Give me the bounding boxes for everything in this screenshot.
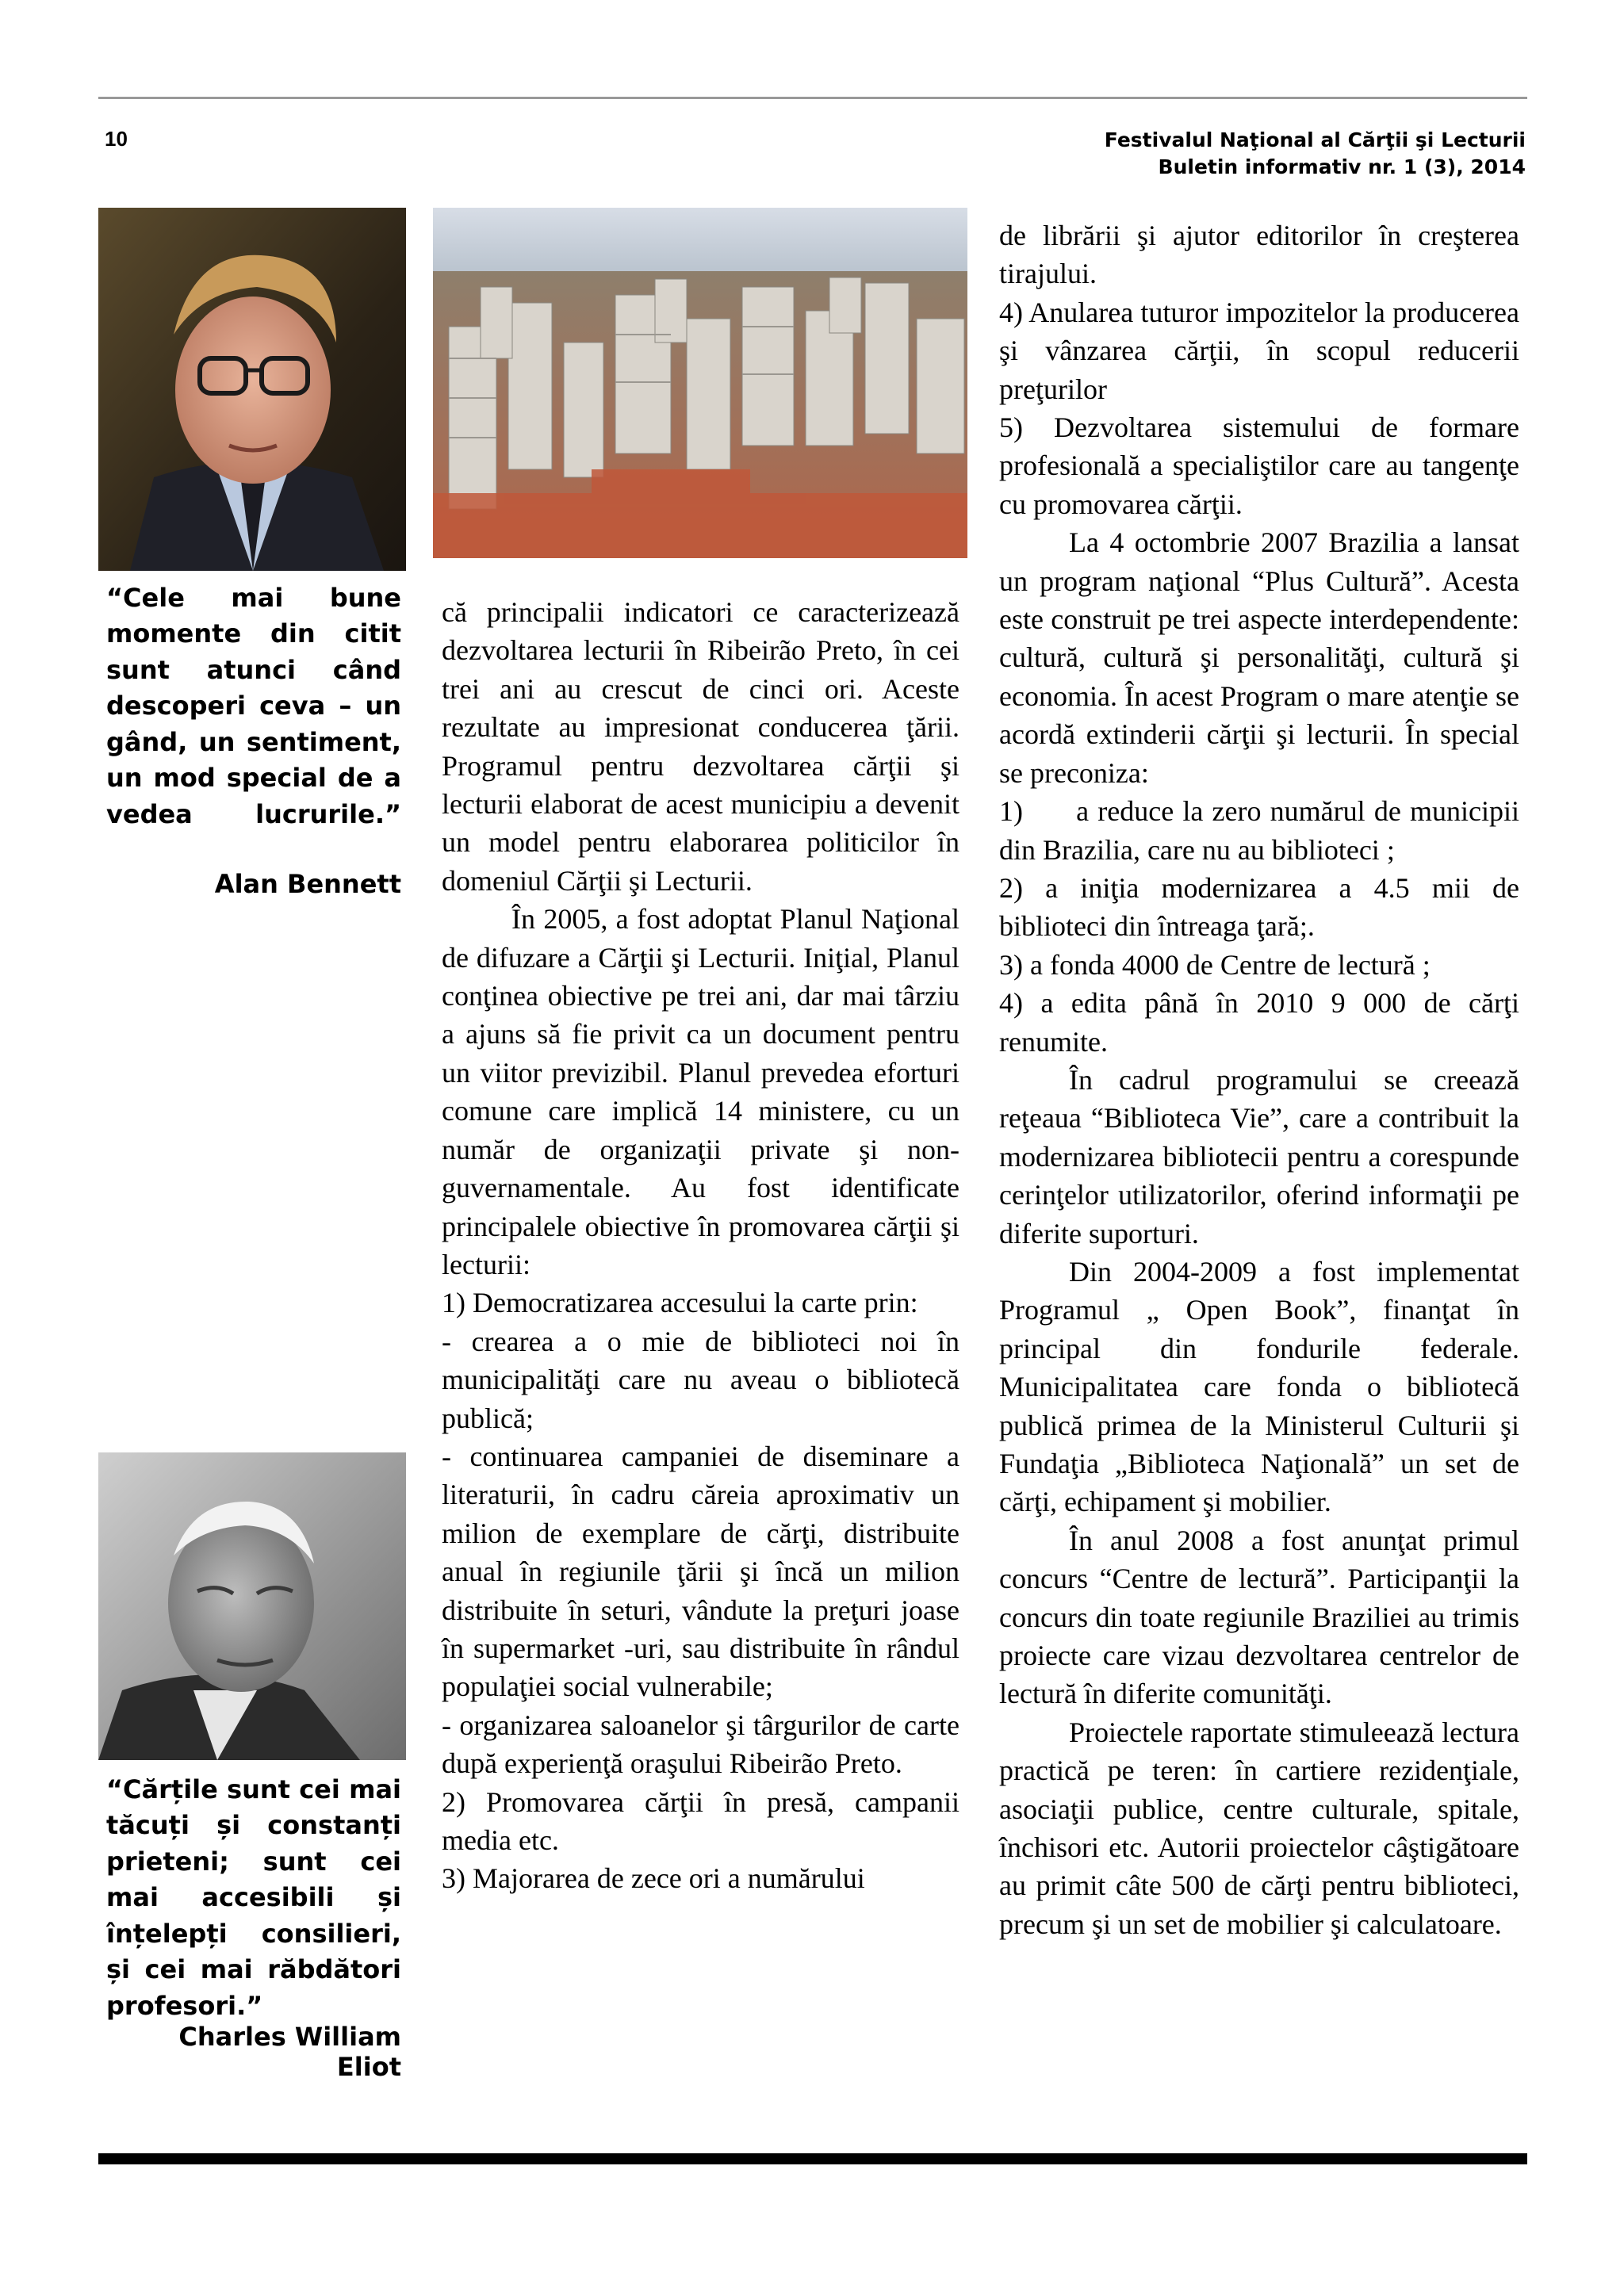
quote-author-alan-bennett: Alan Bennett — [214, 869, 401, 899]
paragraph: - crearea a o mie de biblioteci noi în municipalităţi care nu aveau o bibliotecă publică; — [442, 1325, 959, 1434]
quote-alan-bennett: “Cele mai bune momente din citit sunt atunci când descoperi ceva – un gând, un sentiment, un mod special de a vedea lucrurile.” — [106, 583, 401, 829]
quote-charles-william-eliot: “Cărțile sunt cei mai tăcuți și constanți prieteni; sunt cei mai accesibili și înțelepți consilieri, și cei mai răbdători profesori.” — [106, 1774, 401, 2021]
paragraph: 2) a iniţia modernizarea a 4.5 mii de biblioteci din întreaga ţară;. — [999, 871, 1519, 943]
paragraph: 4) Anularea tuturor impozitelor la producerea şi vânzarea cărţii, în scopul reducerii preţurilor — [999, 296, 1519, 405]
bulletin-info: Buletin informativ nr. 1 (3), 2014 — [1158, 155, 1526, 178]
paragraph: că principalii indicatori ce caracterizează dezvoltarea lecturii în Ribeirão Preto, în cei trei ani au crescut de cinci ori. Aceste rezultate au impresionat conducerea ţării. Programul pentru dezvoltarea cărţii şi lecturii elaborat de acest municipiu a devenit un model pentru elaborarea politicilor în domeniul Cărţii şi Lecturii. — [442, 596, 959, 897]
paragraph: 1) a reduce la zero numărul de municipii din Brazilia, care nu au biblioteci ; — [999, 795, 1526, 866]
footer-rule — [98, 2153, 1527, 2164]
portrait-photo-charles-william-eliot — [98, 1452, 406, 1760]
paragraph: 4) a edita până în 2010 9 000 de cărţi renumite. — [999, 987, 1519, 1058]
paragraph: - organizarea saloanelor şi târgurilor de carte după experienţă oraşului Ribeirão Preto. — [442, 1709, 959, 1780]
paragraph: 1) Democratizarea accesului la carte prin: — [442, 1287, 918, 1319]
header-rule — [98, 97, 1527, 99]
paragraph: Proiectele raportate stimuleează lectura practică pe teren: în cartiere rezidenţiale, asociaţii publice, centre culturale, spitale, închisori etc. Autorii proiectelor câştigătoare au primit câte 500 de cărţi pentru biblioteci, precum şi un set de mobilier şi calculatoare. — [999, 1716, 1519, 1940]
article-column-middle — [442, 593, 959, 1898]
city-aerial-photo — [433, 208, 967, 558]
portrait-photo-alan-bennett — [98, 208, 406, 571]
paragraph: de librării şi ajutor editorilor în creşterea tirajului. — [999, 220, 1519, 290]
festival-title: Festivalul Naţional al Cărţii şi Lecturii — [1104, 128, 1526, 151]
paragraph: În cadrul programului se creează reţeaua “Biblioteca Vie”, care a contribuit la modernizarea bibliotecii pentru a corespunde cerinţelor utilizatorilor, oferind informaţii pe diferite suporturi. — [999, 1063, 1519, 1249]
paragraph: 3) a fonda 4000 de Centre de lectură ; — [999, 948, 1431, 981]
paragraph: În 2005, a fost adoptat Planul Naţional de difuzare a Cărţii şi Lecturii. Iniţial, Planul conţinea obiective pe trei ani, dar mai târziu a ajuns să fie privit ca un document pentru un viitor previzibil. Planul prevedea eforturi comune care implică 14 ministere, cu un număr de organizaţii private şi non-guvernamentale. Au fost identificate principalele obiective în promovarea cărţii şi lecturii: — [442, 903, 959, 1280]
page-number: 10 — [105, 127, 128, 151]
quote-author-charles-william-eliot: Charles William Eliot — [178, 2022, 401, 2082]
paragraph: 5) Dezvoltarea sistemului de formare profesională a specialiştilor care au tangenţe cu promovarea cărţii. — [999, 411, 1519, 520]
paragraph: Din 2004-2009 a fost implementat Programul „ Open Book”, finanţat în principal din fondurile federale. Municipalitatea care fonda o bibliotecă publică primea de la Ministerul Culturii şi Fundaţia „Biblioteca Naţională” un set de cărţi, echipament şi mobilier. — [999, 1255, 1519, 1518]
paragraph: 2) Promovarea cărţii în presă, campanii media etc. — [442, 1785, 959, 1856]
running-header — [1105, 127, 1526, 181]
paragraph: La 4 octombrie 2007 Brazilia a lansat un program naţional “Plus Cultură”. Acesta este construit pe trei aspecte interdependente: cultură, cultură şi personalităţi, cultură şi economia. În acest Program o mare atenţie se acordă extinderii cărţii şi lecturii. În special se preconiza: — [999, 526, 1519, 789]
paragraph: În anul 2008 a fost anunţat primul concurs “Centre de lectură”. Participanţii la concurs din toate regiunile Braziliei au trimis proiecte care vizau dezvoltarea centrelor de lectură în diferite comunităţi. — [999, 1524, 1519, 1710]
article-column-right — [999, 216, 1526, 1943]
paragraph: - continuarea campaniei de diseminare a literaturii, în cadru căreia aproximativ un milion de exemplare de cărţi, distribuite anual în regiunile ţării şi încă un milion distribuite în seturi, vândute la preţuri joase în supermarket -uri, sau distribuite în rândul populaţiei social vulnerabile; — [442, 1440, 959, 1703]
paragraph: 3) Majorarea de zece ori a numărului — [442, 1862, 865, 1895]
